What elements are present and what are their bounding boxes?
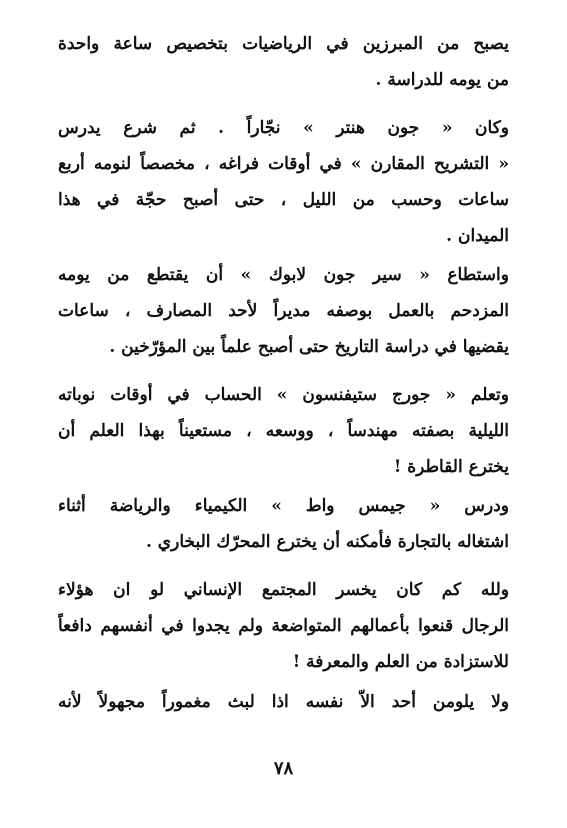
text-line: ودرس « جيمس واط » الكيمياء والرياضة أثناء xyxy=(58,496,509,516)
paragraph-6 xyxy=(58,572,509,680)
text-line: من يومه للدراسة . xyxy=(375,70,509,90)
paragraph-3 xyxy=(58,257,509,365)
paragraph-7 xyxy=(58,684,509,720)
paragraph-2 xyxy=(58,110,509,254)
text-line: ساعات وحسب من الليل ، حتى أصبح حجّة في هذا xyxy=(58,190,509,210)
text-line: ولا يلومن أحد الاّ نفسه اذا لبث مغموراً مجهولاً لأنه xyxy=(58,692,509,712)
text-line: اشتغاله بالتجارة فأمكنه أن يخترع المحرّك البخاري . xyxy=(145,532,509,552)
text-line: ولله كم كان يخسر المجتمع الإنساني لو ان هؤلاء xyxy=(58,580,509,600)
paragraph-5 xyxy=(58,488,509,560)
text-line: يصبح من المبرزين في الرياضيات بتخصيص ساعة واحدة xyxy=(58,34,509,54)
text-line: وكان « جون هنتر » نجّاراً . ثم شرع يدرس xyxy=(58,118,509,138)
text-line: يقضيها في دراسة التاريخ حتى أصبح علماً بين المؤرّخين . xyxy=(109,337,509,357)
text-line: يخترع القاطرة ! xyxy=(393,457,509,477)
paragraph-4 xyxy=(58,377,509,485)
text-line: الليلية بصفته مهندساً ، ووسعه ، مستعيناً بهذا العلم أن xyxy=(58,421,509,441)
text-line: الميدان . xyxy=(446,226,509,246)
text-line: واستطاع « سير جون لابوك » أن يقتطع من يومه xyxy=(58,265,509,285)
text-line: « التشريح المقارن » في أوقات فراغه ، مخصصاً لنومه أربع xyxy=(58,154,509,174)
text-line: وتعلم « جورج ستيفنسون » الحساب في أوقات نوباته xyxy=(58,385,509,405)
page-number: ٧٨ xyxy=(273,758,294,779)
text-line: المزدحم بالعمل بوصفه مديراً لأحد المصارف ، ساعات xyxy=(58,301,509,321)
text-line: الرجال قنعوا بأعمالهم المتواضعة ولم يجدوا في أنفسهم دافعاً xyxy=(58,616,509,636)
text-line: للاستزادة من العلم والمعرفة ! xyxy=(292,652,509,672)
paragraph-1 xyxy=(58,26,509,98)
